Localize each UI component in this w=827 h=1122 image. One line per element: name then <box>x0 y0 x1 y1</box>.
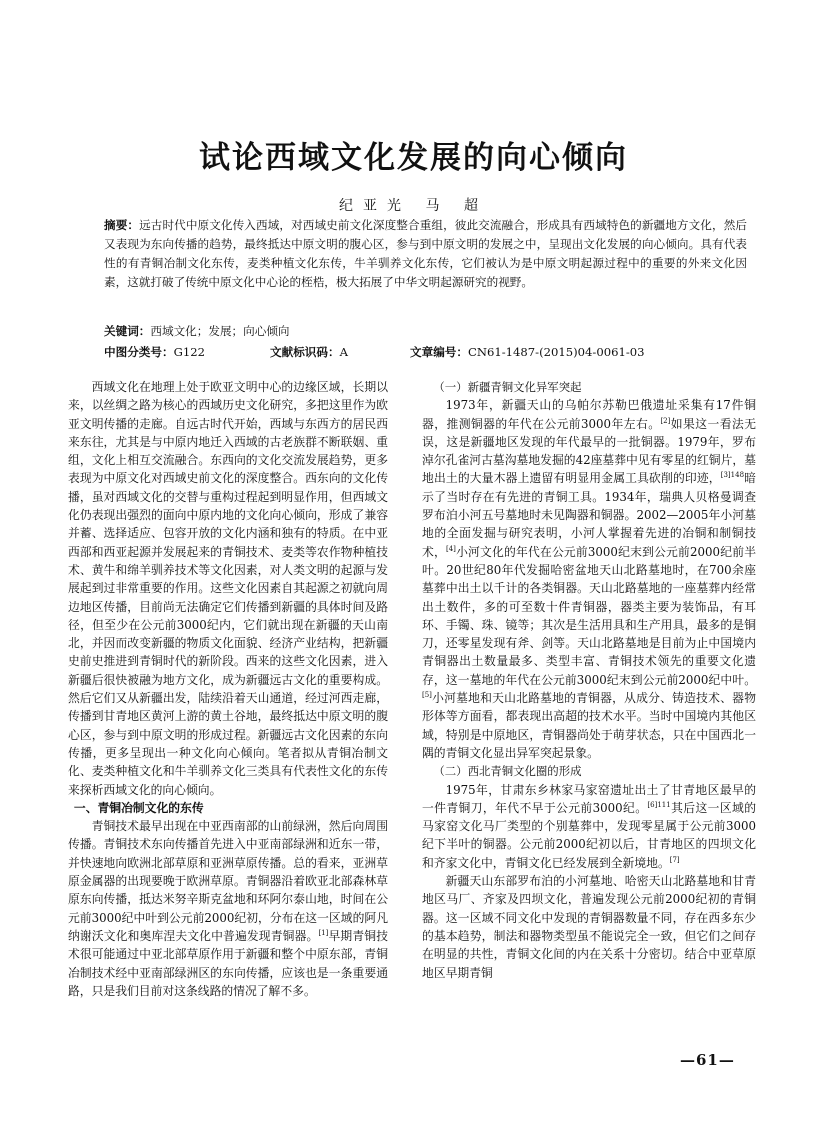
clc-number: 中图分类号：G122 <box>104 345 205 359</box>
intro-paragraph: 西域文化在地理上处于欧亚文明中心的边缘区域，长期以来，以丝绸之路为核心的西域历史文化研究，多把这里作为欧亚文明传播的走廊。自远古时代开始，西域与东西方的居民西来东往，尤其是与中原内地迁入西域的古老族群不断联姻、重组，文化上相互交流融合。东西向的文化交流发展趋势，更多表现为中原文化对西域史前文化的深度整合。西东向的文化传播，虽对西域文化的交替与重构过程起到明显作用，但西域文化仍表现出强烈的面向中原内地的文化向心倾向，形成了兼容并蓄、选择适应、包容开放的文化内涵和独有的特质。在中亚西部和西亚起源并发展起来的青铜技术、麦类等农作物种植技术、黄牛和绵羊驯养技术等文化因素，对人类文明的起源与发展起到过非常重要的作用。这些文化因素自其起源之初就向周边地区传播，目前尚无法确定它们传播到新疆的具体时间及路径，但至少在公元前3000纪内，它们就出现在新疆的天山南北，并因而改变新疆的物质文化面貌、经济产业结构，把新疆史前史推进到青铜时代的新阶段。西来的这些文化因素，进入新疆后很快被融为地方文化，成为新疆远古文化的重要构成。然后它们又从新疆出发，陆续沿着天山通道，经过河西走廊，传播到甘青地区黄河上游的黄土谷地，最终抵达中原文明的腹心区，参与到中原文明的形成过程。新疆远古文化因素的东向传播，更多呈现出一种文化向心倾向。笔者拟从青铜冶制文化、麦类种植文化和牛羊驯养文化三类具有代表性文化的东传来探析西域文化的向心倾向。 <box>68 380 388 797</box>
subsection-heading-northwest: （二）西北青铜文化圈的形成 <box>433 764 582 779</box>
keywords-label: 关键词： <box>104 324 151 338</box>
right-column <box>422 378 756 982</box>
subsection-heading-xinjiang: （一）新疆青铜文化异军突起 <box>433 380 582 394</box>
abstract-text: 远古时代中原文化传入西域，对西域史前文化深度整合重组，彼此交流融合，形成具有西域特色的新疆地方文化，然后又表现为东向传播的趋势，最终抵达中原文明的腹心区，参与到中原文明的发展之中，呈现出文化发展的向心倾向。具有代表性的有青铜冶制文化东传，麦类种植文化东传，牛羊驯养文化东传，它们被认为是中原文明起源过程中的重要的外来文化因素，这就打破了传统中原文化中心论的桎梏，极大拓展了中华文明起源研究的视野。 <box>104 218 747 289</box>
citation-ref: [1] <box>318 928 329 937</box>
gansu-paragraph: 1975年，甘肃东乡林家马家窑遗址出土了甘青地区最早的一件青铜刀，年代不早于公元前3000纪。$^{[6]111}$其后这一区域的马家窑文化马厂类型的个别墓葬中，发现零星属于公元前3000纪下半叶的铜器。公元前2000纪初以后，甘青地区的四坝文化和齐家文化中，青铜文化已经发展到全新境地。[7] <box>422 782 756 870</box>
left-column <box>68 378 388 1000</box>
document-code: 文献标识码：A <box>270 345 348 359</box>
article-authors: 纪亚光 马 超 <box>339 198 488 214</box>
article-number: 文章编号：CN61-1487-(2015)04-0061-03 <box>410 345 645 359</box>
citation-ref: [7] <box>669 855 680 864</box>
abstract-label: 摘要： <box>104 218 140 232</box>
keywords <box>104 322 747 340</box>
article-title: 试论西域文化发展的向心倾向 <box>199 140 628 176</box>
keywords-text: 西域文化；发展；向心倾向 <box>150 324 290 338</box>
page-number: —61— <box>680 1051 735 1069</box>
section-heading-bronze: 一、青铜冶制文化的东传 <box>73 800 204 815</box>
xinjiang-paragraph: 1973年，新疆天山的乌帕尔苏勒巴俄遗址采集有17件铜器，推测铜器的年代在公元前3000年左右。[2]如果这一看法无误，这是新疆地区发现的年代最早的一批铜器。1979年，罗布淖尔孔雀河古墓沟墓地发掘的42座墓葬中见有零星的红铜片，墓地出土的大量木器上遗留有明显用金属工具砍削的印迹，$^{[3]148}$暗示了当时存在有先进的青铜工具。1934年，瑞典人贝格曼调查罗布泊小河五号墓地时未见陶器和铜器。2002—2005年小河墓地的全面发掘与研究表明，小河人掌握着先进的冶铜和制铜技术，[4]小河文化的年代在公元前3000纪末到公元前2000纪前半叶。20世纪80年代发掘哈密盆地天山北路墓地时，在700余座墓葬中出土以千计的各类铜器。天山北路墓地的一座墓葬内经常出土数件，多的可至数十件青铜器，器类主要为装饰品，有耳环、手镯、珠、镜等；其次是生活用具和生产用具，最多的是铜刀，还零星发现有斧、剑等。天山北路墓地是目前为止中国境内青铜器出土数量最多、类型丰富、青铜技术领先的重要文化遗存，这一墓地的年代在公元前3000纪末到公元前2000纪中叶。[5]小河墓地和天山北路墓地的青铜器，从成分、铸造技术、器物形体等方面看，都表现出高超的技术水平。当时中国境内其他区域，特别是中原地区，青铜器尚处于萌芽状态，只在中国西北一隅的青铜文化显出异军突起景象。 <box>422 398 756 760</box>
comparison-paragraph: 新疆天山东部罗布泊的小河墓地、哈密天山北路墓地和甘青地区马厂、齐家及四坝文化，普遍发现公元前2000纪初的青铜器。这一区域不同文化中发现的青铜器数量不同，存在西多东少的基本趋势，制法和器物类型虽不能说完全一致，但它们之间存在明显的共性，青铜文化间的内在关系十分密切。结合中亚草原地区早期青铜 <box>422 874 756 980</box>
citation-ref: [5] <box>422 691 432 700</box>
abstract <box>104 216 747 292</box>
citation-ref: [6]111 <box>647 800 671 809</box>
bronze-paragraph: 青铜技术最早出现在中亚西南部的山前绿洲，然后向周围传播。青铜技术东向传播首先进入中亚南部绿洲和近东一带，并快速地向欧洲北部草原和亚洲草原传播。总的看来，亚洲草原金属器的出现要晚于欧洲草原。青铜器沿着欧亚北部森林草原东向传播，抵达米努辛斯克盆地和环阿尔泰山地，时间在公元前3000纪中叶到公元前2000纪初，分布在这一区域的阿凡纳谢沃文化和奥库涅夫文化中普遍发现青铜器。[1]早期青铜技术很可能通过中亚北部草原作用于新疆和整个中原东部，青铜冶制技术经中亚南部绿洲区的东向传播，应该也是一条重要通路，只是我们目前对这条线路的情况了解不多。 <box>68 819 388 998</box>
citation-ref: [4] <box>445 544 456 553</box>
citation-ref: [3]148 <box>720 471 745 480</box>
citation-ref: [2] <box>660 416 671 425</box>
